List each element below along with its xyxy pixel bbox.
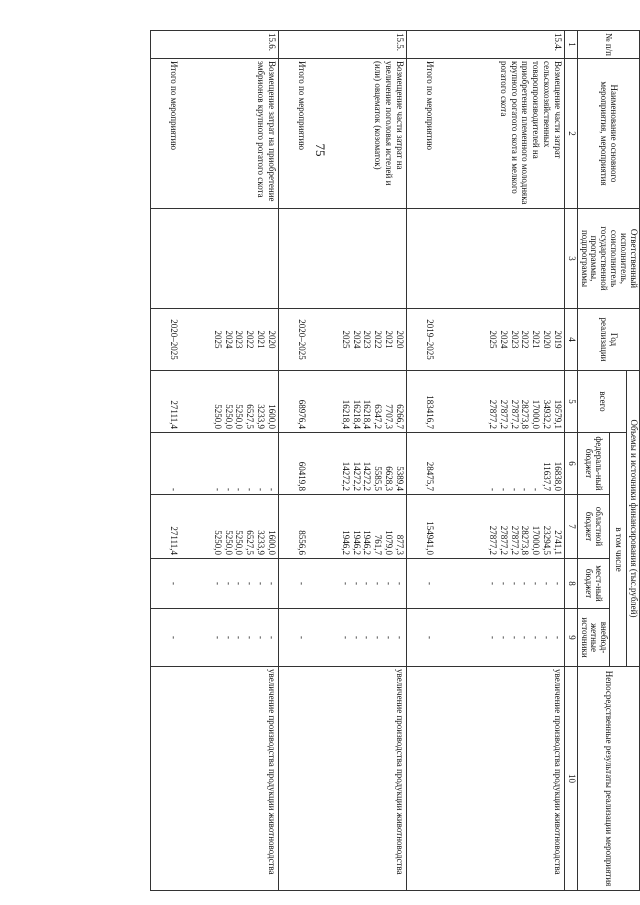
total-cell: 6266,7 7707,3 6347,2 16218,4 16218,4 16218,4 xyxy=(308,371,406,433)
header-extrabudget: внебюд-жетные источники xyxy=(577,609,610,667)
measure-name: Возмещение части затрат на увеличение поголовья истелей и (или) овцематок (козоматок) xyxy=(308,59,406,209)
subtotal-total: 68976,4 xyxy=(278,371,308,433)
years-cell: 2020 2021 2022 2023 2024 2025 xyxy=(180,309,278,371)
measure-name: Возмещение части затрат сельскохозяйственных товаропроизводителей на приобретение племенного молодняка крупного рогатого скота и мелкого рогатого скота xyxy=(436,59,564,209)
col-number: 6 xyxy=(564,433,577,495)
header-num: № п/п xyxy=(577,31,639,59)
extrabudget-cell: - - - - - - - xyxy=(436,609,564,667)
local-cell: - - - - - - xyxy=(180,559,278,609)
extrabudget-cell: - - - - - - xyxy=(180,609,278,667)
subtotal-years: 2020–2025 xyxy=(278,309,308,371)
col-number: 5 xyxy=(564,371,577,433)
col-number: 3 xyxy=(564,209,577,309)
header-local: мест-ный бюджет xyxy=(577,559,610,609)
subtotal-total: 183416,7 xyxy=(406,371,436,433)
subtotal-regional: 27111,4 xyxy=(150,495,180,559)
page-number: 75 xyxy=(313,143,328,157)
column-number-row xyxy=(564,31,577,891)
subtotal-extrabudget: - xyxy=(406,609,436,667)
col-number: 4 xyxy=(564,309,577,371)
table-row-subtotal xyxy=(278,31,308,891)
header-regional: областной бюджет xyxy=(577,495,610,559)
executor-cell xyxy=(308,209,406,309)
row-number: 15.4. xyxy=(436,31,564,59)
subtotal-years: 2020–2025 xyxy=(150,309,180,371)
local-cell: - - - - - - - xyxy=(436,559,564,609)
result-cell: увеличение производства продукции животноводства xyxy=(308,667,406,891)
table-header xyxy=(564,31,639,891)
col-number: 8 xyxy=(564,559,577,609)
header-year: Год реализации xyxy=(577,309,639,371)
subtotal-local: - xyxy=(278,559,308,609)
extrabudget-cell: - - - - - - xyxy=(308,609,406,667)
federal-cell: - - - - - - xyxy=(180,433,278,495)
subtotal-label: Итого по мероприятию xyxy=(150,59,180,209)
table-row-subtotal xyxy=(150,31,180,891)
col-number: 9 xyxy=(564,609,577,667)
regional-cell: 1600,0 3233,9 6527,5 5250,0 5250,0 5250,0 xyxy=(180,495,278,559)
executor-cell xyxy=(180,209,278,309)
measure-name: Возмещение затрат на приобретение эмбрионов крупного рогатого скота xyxy=(180,59,278,209)
years-cell: 2019 2020 2021 2022 2023 2024 2025 xyxy=(436,309,564,371)
subtotal-extrabudget: - xyxy=(278,609,308,667)
executor-cell xyxy=(436,209,564,309)
subtotal-label: Итого по мероприятию xyxy=(278,59,308,209)
result-cell: увеличение производства продукции животноводства xyxy=(180,667,278,891)
federal-cell: 16838,0 11637,7 - - - - - xyxy=(436,433,564,495)
regional-cell: 2741,1 23294,5 17000,0 28273,8 27877,2 27877,2 27877,2 xyxy=(436,495,564,559)
header-including: в том числе xyxy=(610,433,627,667)
col-number: 7 xyxy=(564,495,577,559)
header-total: всего xyxy=(577,371,626,433)
total-cell: 1600,0 3233,9 6527,5 5250,0 5250,0 5250,0 xyxy=(180,371,278,433)
col-number: 2 xyxy=(564,59,577,209)
local-cell: - - - - - - xyxy=(308,559,406,609)
row-number: 15.6. xyxy=(180,31,278,59)
header-financing: Объемы и источники финансирования (тыс.рублей) xyxy=(627,371,640,667)
header-federal: федераль-ный бюджет xyxy=(577,433,610,495)
table-row-subtotal xyxy=(406,31,436,891)
subtotal-local: - xyxy=(406,559,436,609)
subtotal-label: Итого по мероприятию xyxy=(406,59,436,209)
subtotal-local: - xyxy=(150,559,180,609)
header-executor: Ответственный исполнитель, соисполнитель государственной программы, подпрограммы xyxy=(577,209,639,309)
subtotal-years: 2019–2025 xyxy=(406,309,436,371)
subtotal-regional: 8556,6 xyxy=(278,495,308,559)
table-row xyxy=(308,31,406,891)
financing-table xyxy=(150,30,640,891)
years-cell: 2020 2021 2022 2023 2024 2025 xyxy=(308,309,406,371)
row-number: 15.5. xyxy=(308,31,406,59)
col-number: 10 xyxy=(564,667,577,891)
subtotal-total: 27111,4 xyxy=(150,371,180,433)
col-number: 1 xyxy=(564,31,577,59)
subtotal-regional: 154941,0 xyxy=(406,495,436,559)
result-cell: увеличение производства продукции животноводства xyxy=(436,667,564,891)
subtotal-federal: 28475,7 xyxy=(406,433,436,495)
table-row xyxy=(436,31,564,891)
table-row xyxy=(180,31,278,891)
header-results: Непосредственные результаты реализации мероприятия xyxy=(577,667,639,891)
subtotal-federal: - xyxy=(150,433,180,495)
subtotal-extrabudget: - xyxy=(150,609,180,667)
header-name: Наименование основного мероприятия, мероприятия xyxy=(577,59,639,209)
regional-cell: 877,3 1079,0 761,7 1946,2 1946,2 1946,2 xyxy=(308,495,406,559)
subtotal-federal: 60419,8 xyxy=(278,433,308,495)
table-body xyxy=(150,31,564,891)
federal-cell: 5389,4 6628,3 5585,5 14272,2 14272,2 14272,2 xyxy=(308,433,406,495)
total-cell: 19579,1 34932,2 17000,0 28273,8 27877,2 27877,2 27877,2 xyxy=(436,371,564,433)
financing-table-sheet xyxy=(110,30,640,890)
